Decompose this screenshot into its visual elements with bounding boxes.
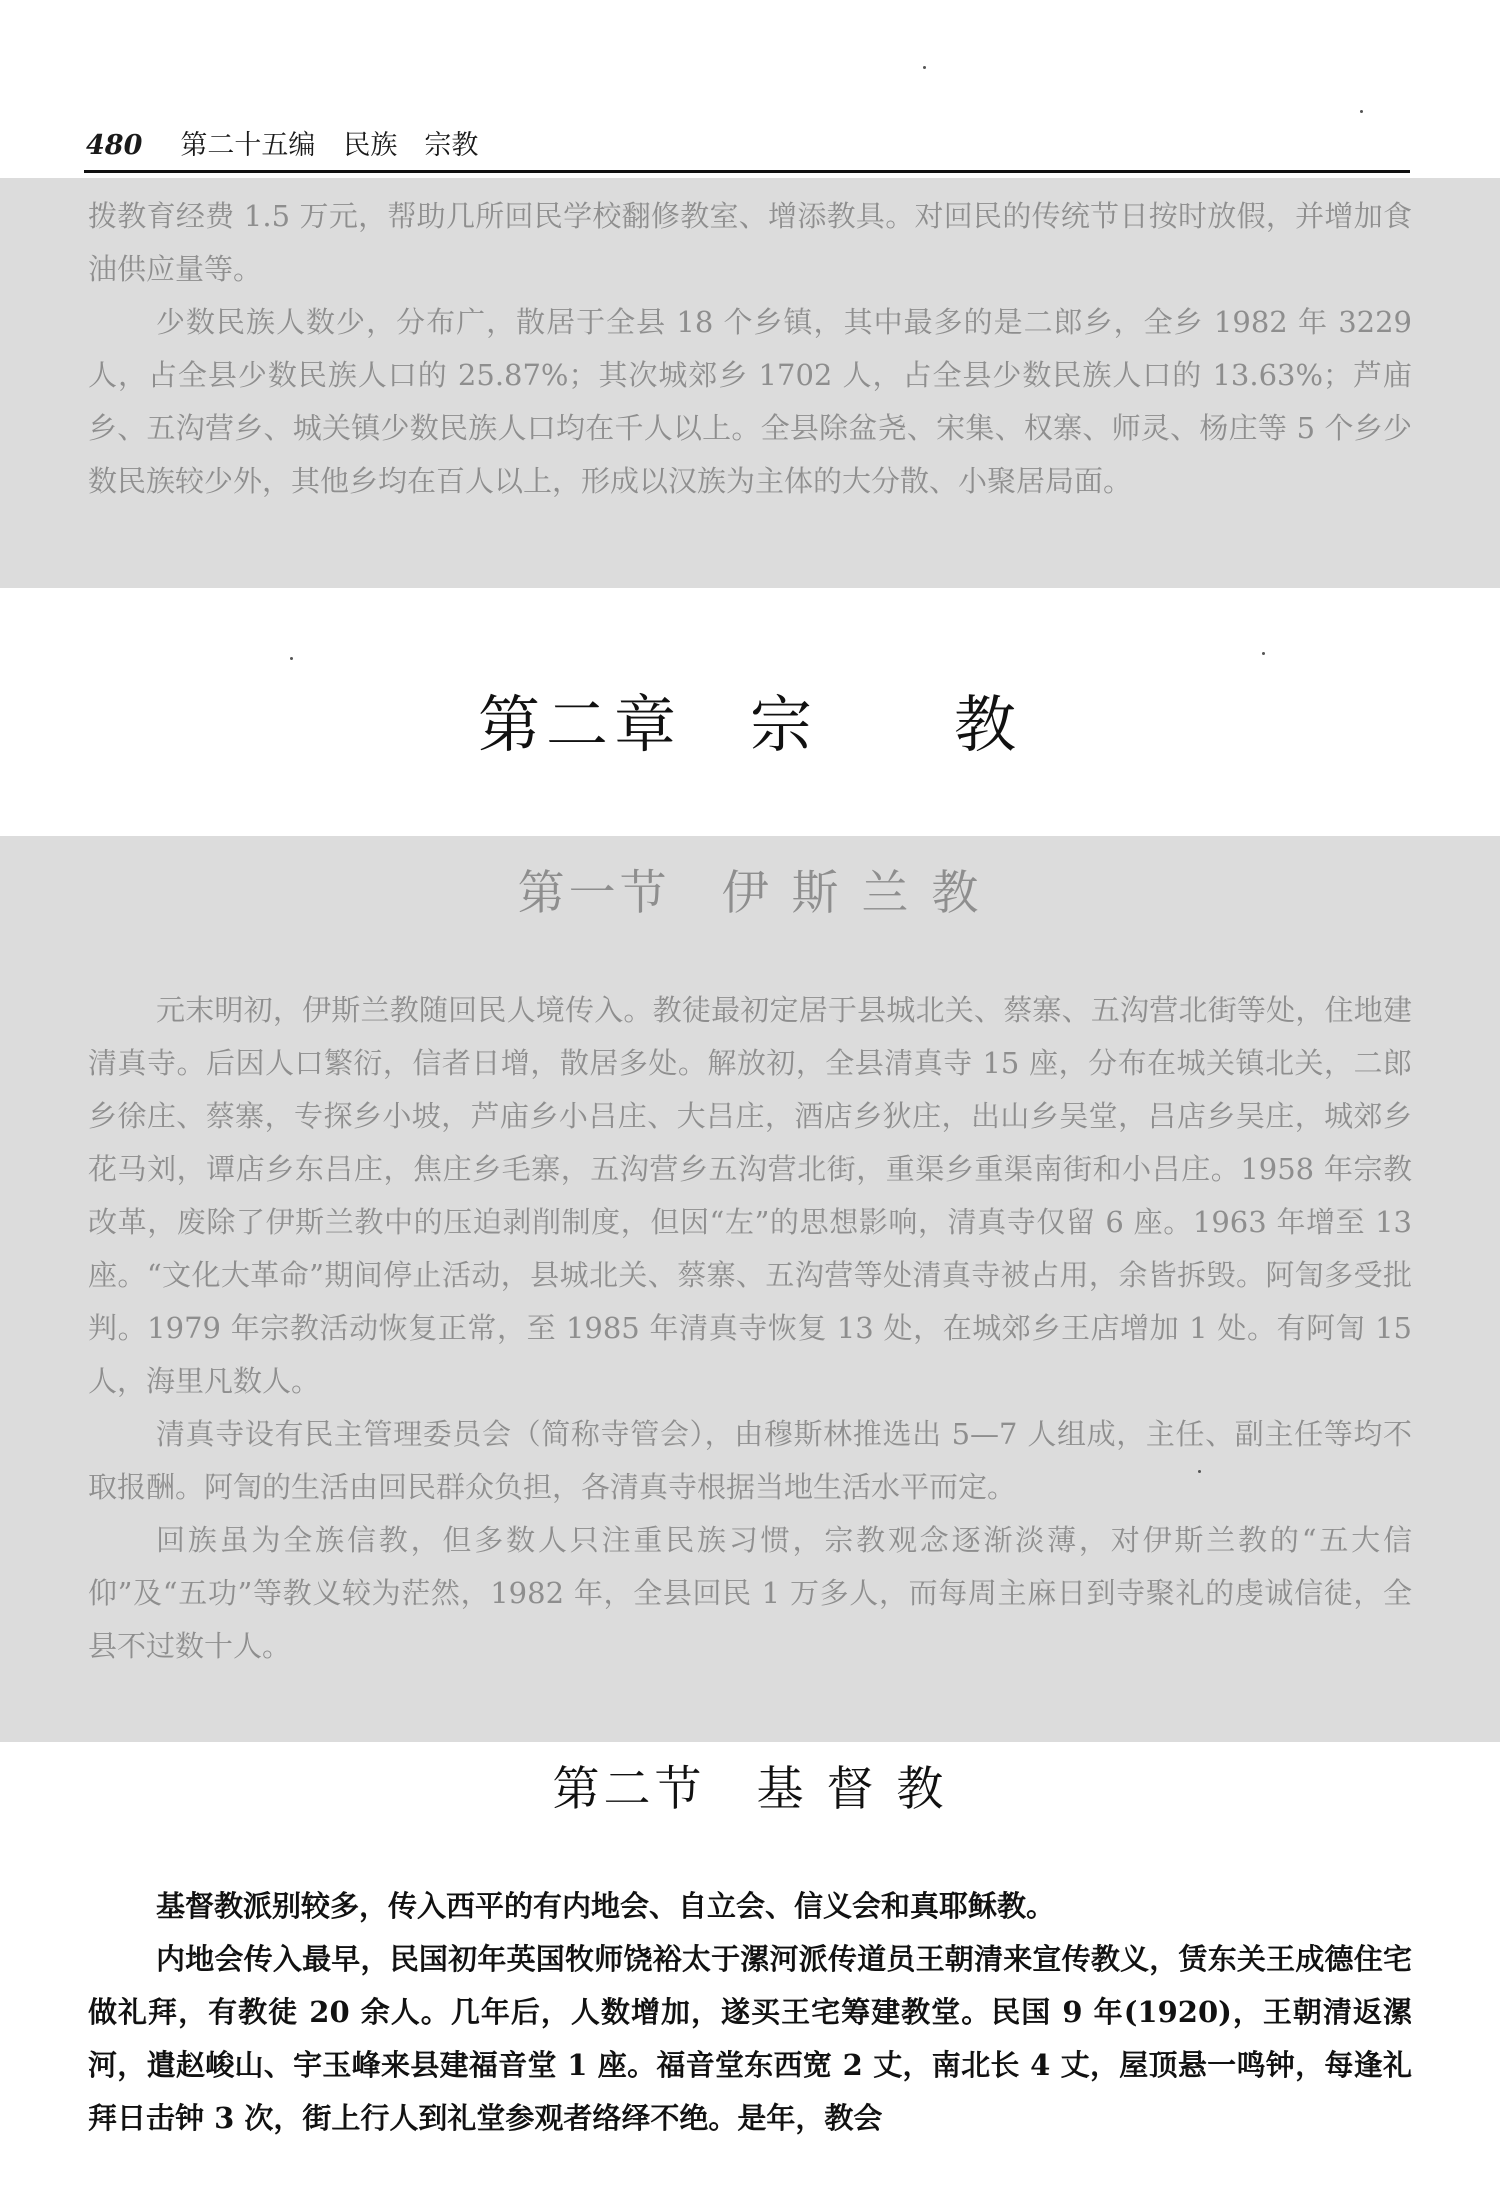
islam-paragraph-3: 回族虽为全族信教，但多数人只注重民族习惯，宗教观念逐渐淡薄，对伊斯兰教的“五大信仰”及“五功”等教义较为茫然，1982 年，全县回民 1 万多人，而每周主麻日到寺聚礼的虔诚信徒，全县不过数十人。 [88,1523,1412,1663]
scan-speck [1262,652,1265,655]
section-title-christianity: 第二节 基 督 教 [552,1762,948,1817]
scan-speck [1360,110,1363,113]
islam-paragraph-1: 元末明初，伊斯兰教随回民人境传入。教徒最初定居于县城北关、蔡寨、五沟营北街等处，住地建清真寺。后因人口繁衍，信者日增，散居多处。解放初，全县清真寺 15 座，分布在城关镇北关，二郎乡徐庄、蔡寨，专探乡小坡，芦庙乡小吕庄、大吕庄，酒店乡狄庄，出山乡吴堂，吕店乡吴庄，城郊乡花马刘，谭店乡东吕庄，焦庄乡毛寨，五沟营乡五沟营北街，重渠乡重渠南街和小吕庄。1958 年宗教改革，废除了伊斯兰教中的压迫剥削制度，但因“左”的思想影响，清真寺仅留 6 座。1963 年增至 13 座。“文化大革命”期间停止活动，县城北关、蔡寨、五沟营等处清真寺被占用，余皆拆毁。阿訇多受批判。1979 年宗教活动恢复正常，至 1985 年清真寺恢复 13 处，在城郊乡王店增加 1 处。有阿訇 15 人，海里凡数人。 [88,993,1412,1398]
scan-speck [923,66,926,69]
running-head [86,126,478,166]
intro-paragraph-1: 拨教育经费 1.5 万元，帮助几所回民学校翻修教室、增添教具。对回民的传统节日按时放假，并增加食油供应量等。 [88,199,1412,286]
intro-text [88,190,1412,508]
christianity-paragraph-2: 内地会传入最早，民国初年英国牧师饶裕太于漯河派传道员王朝清来宣传教义，赁东关王成德住宅做礼拜，有教徒 20 余人。几年后，人数增加，遂买王宅筹建教堂。民国 9 年(1920)，王朝清返漯河，遣赵峻山、宇玉峰来县建福音堂 1 座。福音堂东西宽 2 丈，南北长 4 丈，屋顶悬一鸣钟，每逢礼拜日击钟 3 次，街上行人到礼堂参观者络绎不绝。是年，教会 [88,1942,1412,2135]
part-title: 第二十五编 [180,130,316,161]
section-title-islam: 第一节 伊 斯 兰 教 [517,866,983,921]
islam-paragraph-2: 清真寺设有民主管理委员会（简称寺管会），由穆斯林推选出 5—7 人组成，主任、副主任等均不取报酬。阿訇的生活由回民群众负担，各清真寺根据当地生活水平而定。 [88,1417,1412,1504]
chapter-title: 第二章 宗 教 [477,688,1022,761]
section-islam-text [88,984,1412,1673]
intro-paragraph-2: 少数民族人数少，分布广，散居于全县 18 个乡镇，其中最多的是二郎乡，全乡 1982 年 3229 人，占全县少数民族人口的 25.87%；其次城郊乡 1702 人，占全县少数民族人口的 13.63%；芦庙乡、五沟营乡、城关镇少数民族人口均在千人以上。全县除盆尧、宋集、权寨、师灵、杨庄等 5 个乡少数民族较少外，其他乡均在百人以上，形成以汉族为主体的大分散、小聚居局面。 [88,305,1412,498]
page-number: 480 [86,130,143,161]
header-rule [84,170,1410,173]
christianity-paragraph-1: 基督教派别较多，传入西平的有内地会、自立会、信义会和真耶稣教。 [156,1889,1056,1923]
scan-speck [1198,1470,1201,1473]
section-christianity-text [88,1880,1412,2145]
scan-speck [290,657,293,660]
subject-title: 民族 宗教 [343,130,479,161]
